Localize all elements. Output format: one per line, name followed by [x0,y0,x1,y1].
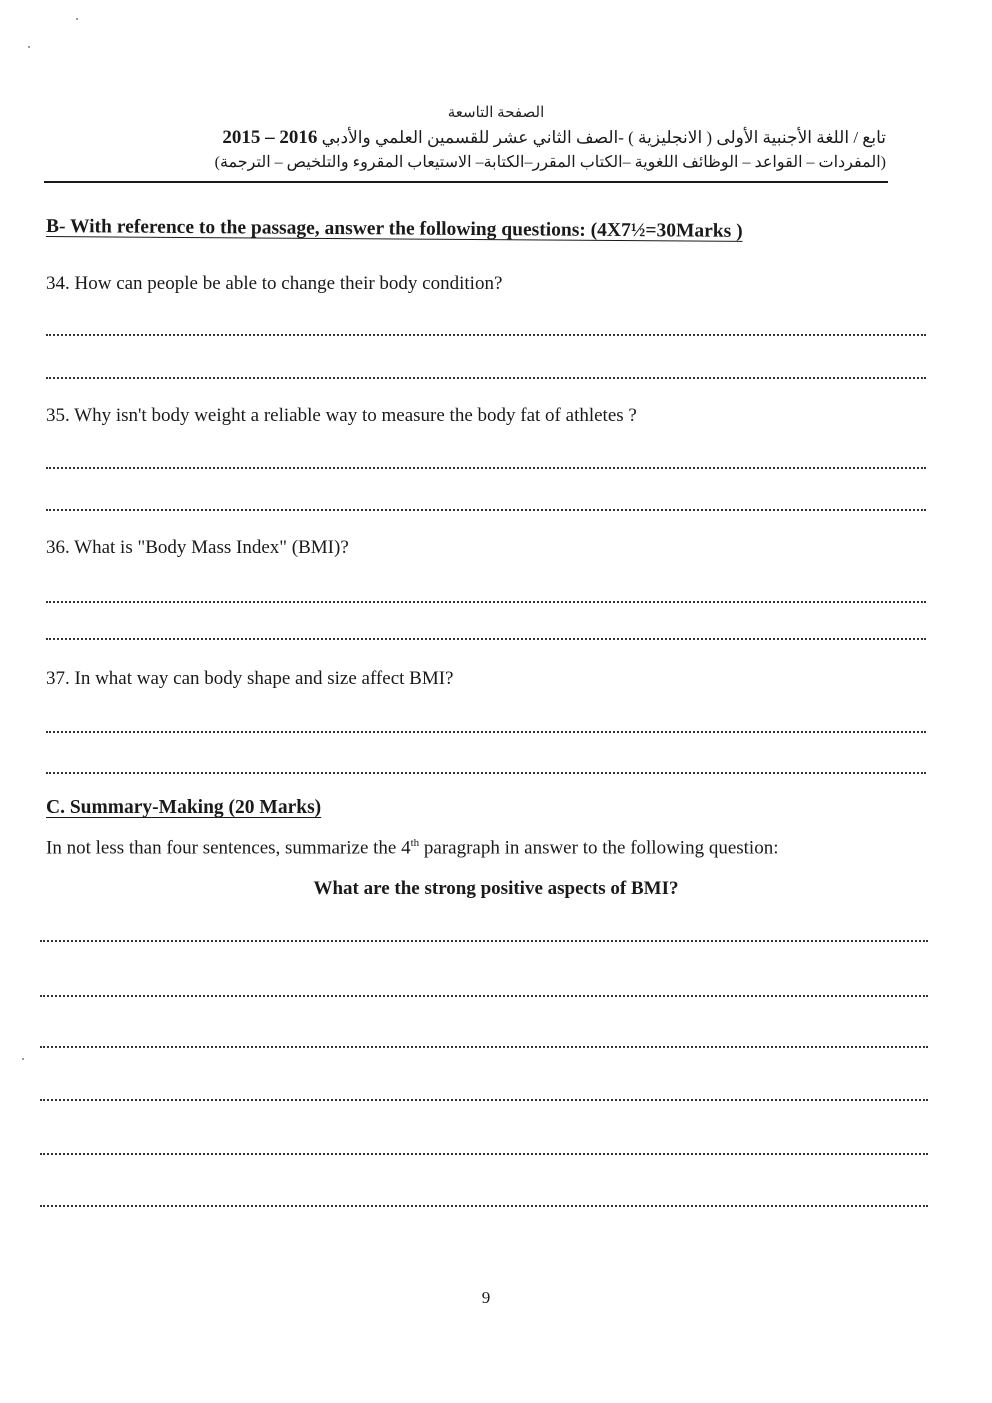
answer-line[interactable] [46,601,926,603]
exam-year: 2015 – 2016 [222,127,318,148]
summary-line[interactable] [40,1099,928,1101]
section-c-heading: C. Summary-Making (20 Marks) [46,797,322,818]
answer-line[interactable] [46,509,926,511]
page-number: 9 [481,1288,491,1307]
answer-line[interactable] [46,772,926,774]
question-34: 34. How can people be able to change their body condition? [46,273,503,294]
summary-line[interactable] [40,995,928,997]
instruction-text: In not less than four sentences, summarize the 4 [46,837,411,859]
header-divider [44,181,888,183]
exam-subject-line [96,127,886,149]
summary-line[interactable] [40,1205,928,1207]
exam-subject: تابع / اللغة الأجنبية الأولى ( الانجليزية ) -الصف الثاني عشر للقسمين العلمي والأدبي [321,128,886,147]
summary-line[interactable] [40,940,928,942]
scan-speck [76,18,78,20]
answer-line[interactable] [46,638,926,640]
instruction-superscript: th [410,837,420,849]
answer-line[interactable] [46,377,926,379]
answer-line[interactable] [46,334,926,336]
summary-line[interactable] [40,1153,928,1155]
question-35: 35. Why isn't body weight a reliable way to measure the body fat of athletes ? [46,405,637,426]
exam-topics-line: (المفردات – القواعد – الوظائف اللغوية –الكتاب المقرر–الكتابة– الاستيعاب المقروء والتلخيص – الترجمة) [214,154,886,171]
answer-line[interactable] [46,731,926,733]
instruction-text-end: paragraph in answer to the following question: [419,837,779,859]
answer-line[interactable] [46,467,926,469]
summary-line[interactable] [40,1046,928,1048]
page-label: الصفحة التاسعة [447,105,545,121]
question-37: 37. In what way can body shape and size affect BMI? [46,668,454,689]
summary-question: What are the strong positive aspects of BMI? [313,878,679,899]
scan-speck [22,1058,24,1060]
scan-speck [28,46,30,48]
question-36: 36. What is "Body Mass Index" (BMI)? [46,537,349,558]
summary-instruction [46,837,779,859]
section-b-heading: B- With reference to the passage, answer the following questions: (4X7½=30Marks ) [45,216,743,242]
